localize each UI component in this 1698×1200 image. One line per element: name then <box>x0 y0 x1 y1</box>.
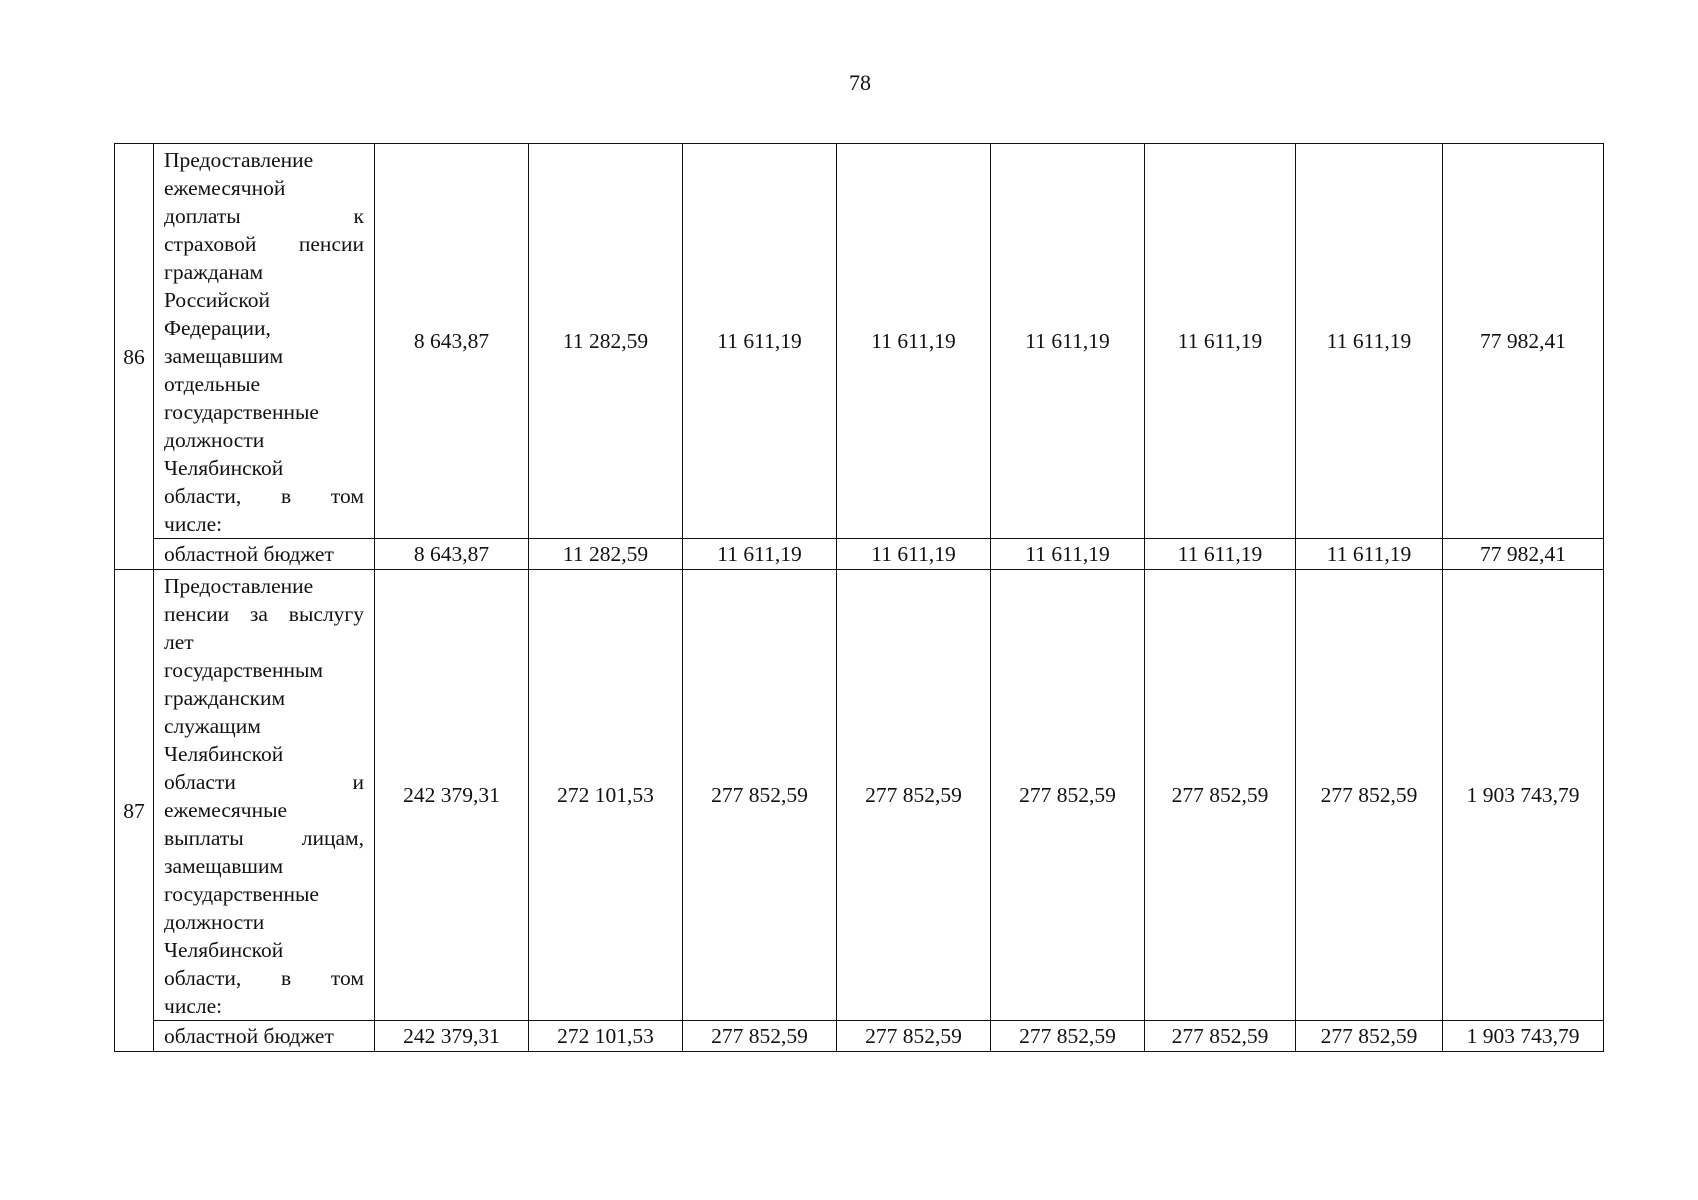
description-line: числе: <box>164 512 223 536</box>
table-subrow <box>115 1021 1604 1052</box>
value-cell: 11 611,19 <box>1296 539 1443 570</box>
value-cell: 11 611,19 <box>991 539 1145 570</box>
description-line: лет <box>164 630 194 654</box>
budget-table <box>114 143 1604 1052</box>
value-cell: 11 611,19 <box>991 144 1145 539</box>
value-cell: 272 101,53 <box>529 1021 683 1052</box>
row-description <box>154 570 375 1021</box>
value-cell: 277 852,59 <box>837 570 991 1021</box>
value-cell: 277 852,59 <box>1145 1021 1296 1052</box>
description-line: гражданским <box>164 686 286 710</box>
total-cell: 77 982,41 <box>1443 144 1604 539</box>
value-cell: 11 611,19 <box>683 539 837 570</box>
value-cell: 11 611,19 <box>1145 539 1296 570</box>
value-cell: 277 852,59 <box>1296 1021 1443 1052</box>
value-cell: 11 611,19 <box>837 144 991 539</box>
description-line: Челябинской <box>164 938 284 962</box>
description-line: ежемесячной <box>164 176 286 200</box>
page-number: 78 <box>849 70 871 95</box>
description-line: Российской <box>164 288 270 312</box>
description-line: Предоставление <box>164 148 314 172</box>
value-cell: 277 852,59 <box>991 1021 1145 1052</box>
description-line: гражданам <box>164 260 264 284</box>
description-line: ежемесячные <box>164 798 288 822</box>
value-cell: 277 852,59 <box>1296 570 1443 1021</box>
description-line: должности <box>164 428 265 452</box>
description-line: государственные <box>164 400 319 424</box>
description-line: государственные <box>164 882 319 906</box>
table-subrow <box>115 539 1604 570</box>
value-cell: 11 611,19 <box>683 144 837 539</box>
table-row <box>115 144 1604 539</box>
value-cell: 11 282,59 <box>529 144 683 539</box>
description-line: Челябинской <box>164 742 284 766</box>
total-cell: 1 903 743,79 <box>1443 570 1604 1021</box>
value-cell: 277 852,59 <box>1145 570 1296 1021</box>
value-cell: 277 852,59 <box>991 570 1145 1021</box>
value-cell: 11 282,59 <box>529 539 683 570</box>
value-cell: 8 643,87 <box>375 539 529 570</box>
value-cell: 277 852,59 <box>683 570 837 1021</box>
description-line: пенсии за выслугу <box>164 602 364 626</box>
value-cell: 11 611,19 <box>1296 144 1443 539</box>
description-line: области, в том <box>164 484 364 508</box>
description-line: отдельные <box>164 372 261 396</box>
total-cell: 77 982,41 <box>1443 539 1604 570</box>
table-row <box>115 570 1604 1021</box>
description-line: Федерации, <box>164 316 271 340</box>
description-line: замещавшим <box>164 344 284 368</box>
value-cell: 277 852,59 <box>837 1021 991 1052</box>
description-line: выплаты лицам, <box>164 826 364 850</box>
row-number: 86 <box>115 144 154 570</box>
description-line: государственным <box>164 658 324 682</box>
funding-source-label: областной бюджет <box>154 1021 375 1052</box>
value-cell: 11 611,19 <box>837 539 991 570</box>
description-line: Предоставление <box>164 574 314 598</box>
description-line: служащим <box>164 714 261 738</box>
row-number: 87 <box>115 570 154 1052</box>
value-cell: 272 101,53 <box>529 570 683 1021</box>
total-cell: 1 903 743,79 <box>1443 1021 1604 1052</box>
description-line: замещавшим <box>164 854 284 878</box>
description-line: области, в том <box>164 966 364 990</box>
value-cell: 242 379,31 <box>375 570 529 1021</box>
value-cell: 11 611,19 <box>1145 144 1296 539</box>
value-cell: 8 643,87 <box>375 144 529 539</box>
description-line: страховой пенсии <box>164 232 364 256</box>
description-line: доплаты к <box>164 204 364 228</box>
funding-source-label: областной бюджет <box>154 539 375 570</box>
description-line: числе: <box>164 994 223 1018</box>
description-line: области и <box>164 770 364 794</box>
row-description <box>154 144 375 539</box>
value-cell: 277 852,59 <box>683 1021 837 1052</box>
description-line: должности <box>164 910 265 934</box>
value-cell: 242 379,31 <box>375 1021 529 1052</box>
description-line: Челябинской <box>164 456 284 480</box>
